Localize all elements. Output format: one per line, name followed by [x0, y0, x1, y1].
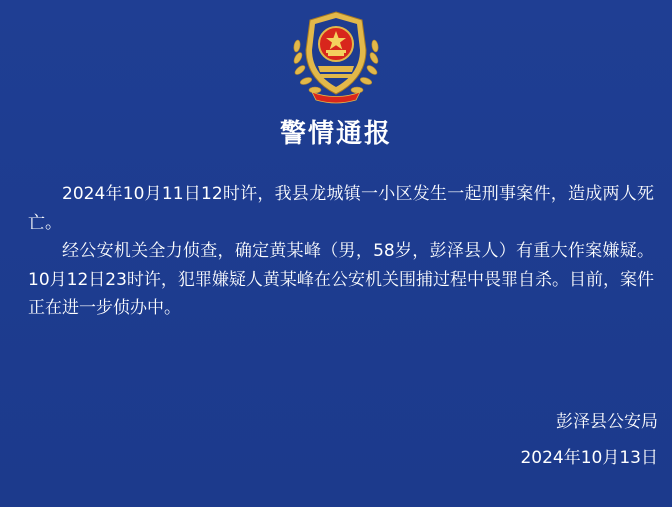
- issue-date: 2024年10月13日: [520, 448, 658, 468]
- notice-paragraph: 经公安机关全力侦查，确定黄某峰（男，58岁，彭泽县人）有重大作案嫌疑。10月12日23时许，犯罪嫌疑人黄某峰在公安机关围捕过程中畏罪自杀。目前，案件正在进一步侦办中。: [28, 241, 654, 318]
- notice-paragraph: 2024年10月11日12时许，我县龙城镇一小区发生一起刑事案件，造成两人死亡。: [28, 184, 654, 233]
- notice-title: 警情通报: [279, 119, 392, 149]
- police-emblem-icon: [286, 6, 386, 106]
- notice-body: [28, 180, 654, 323]
- issuer-name: 彭泽县公安局: [556, 412, 658, 432]
